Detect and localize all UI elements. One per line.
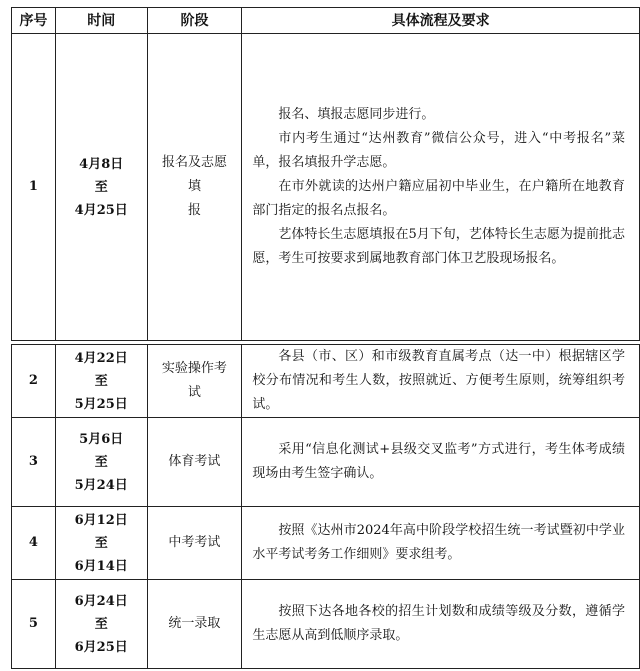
row-time xyxy=(55,418,147,507)
time-to: 至 xyxy=(94,373,108,389)
header-phase: 阶段 xyxy=(147,8,242,34)
row-detail xyxy=(242,507,640,580)
detail-paragraph: 各县（市、区）和市级教育直属考点（达一中）根据辖区学校分布情况和考生人数，按照就近、方便考生原则，统筹组织考试。 xyxy=(252,349,625,412)
time-to: 至 xyxy=(94,454,108,470)
row-seq: 4 xyxy=(12,507,56,580)
row-phase xyxy=(147,580,242,669)
row-time xyxy=(55,34,147,341)
time-end: 6月14日 xyxy=(74,558,128,574)
table-row xyxy=(12,418,640,507)
row-seq: 1 xyxy=(12,34,56,341)
time-to: 至 xyxy=(94,179,108,195)
row-detail xyxy=(242,34,640,341)
header-seq: 序号 xyxy=(12,8,56,34)
row-phase xyxy=(147,345,242,418)
table-header-row xyxy=(12,8,640,34)
row-time xyxy=(55,345,147,418)
time-end: 5月25日 xyxy=(74,396,128,412)
phase-line-1: 实验操作考试 xyxy=(161,361,227,400)
time-start: 6月12日 xyxy=(74,512,128,528)
table-row xyxy=(12,34,640,341)
header-time: 时间 xyxy=(55,8,147,34)
header-detail: 具体流程及要求 xyxy=(242,8,640,34)
row-phase xyxy=(147,418,242,507)
detail-paragraph: 市内考生通过“达州教育”微信公众号，进入“中考报名”菜单，报名填报升学志愿。 xyxy=(252,131,625,170)
row-detail xyxy=(242,345,640,418)
time-end: 4月25日 xyxy=(74,202,128,218)
time-start: 6月24日 xyxy=(74,593,128,609)
detail-paragraph: 报名、填报志愿同步进行。 xyxy=(278,107,435,122)
time-start: 4月8日 xyxy=(79,156,124,172)
detail-paragraph: 按照《达州市2024年高中阶段学校招生统一考试暨初中学业水平考试考务工作细则》要求组考。 xyxy=(252,523,625,562)
time-end: 6月25日 xyxy=(74,639,128,655)
detail-paragraph: 艺体特长生志愿填报在5月下旬，艺体特长生志愿为提前批志愿，考生可按要求到属地教育部门体卫艺股现场报名。 xyxy=(252,227,625,266)
row-seq: 3 xyxy=(12,418,56,507)
time-end: 5月24日 xyxy=(74,477,128,493)
row-seq: 5 xyxy=(12,580,56,669)
time-start: 5月6日 xyxy=(79,431,124,447)
time-to: 至 xyxy=(94,535,108,551)
phase-line-2: 报 xyxy=(187,203,201,218)
phase-line-1: 报名及志愿填 xyxy=(161,155,227,194)
table-row xyxy=(12,580,640,669)
row-seq: 2 xyxy=(12,345,56,418)
schedule-table-part-1 xyxy=(11,7,640,341)
row-detail xyxy=(242,418,640,507)
row-time xyxy=(55,507,147,580)
detail-paragraph: 采用“信息化测试+县级交叉监考”方式进行，考生体考成绩现场由考生签字确认。 xyxy=(252,442,625,481)
time-start: 4月22日 xyxy=(74,350,128,366)
detail-paragraph: 按照下达各地各校的招生计划数和成绩等级及分数，遵循学生志愿从高到低顺序录取。 xyxy=(252,604,625,643)
detail-paragraph: 在市外就读的达州户籍应届初中毕业生，在户籍所在地教育部门指定的报名点报名。 xyxy=(252,179,625,218)
row-time xyxy=(55,580,147,669)
row-phase xyxy=(147,507,242,580)
phase-line-1: 中考考试 xyxy=(168,535,221,550)
schedule-table-part-2 xyxy=(11,344,640,669)
table-row xyxy=(12,345,640,418)
row-detail xyxy=(242,580,640,669)
phase-line-1: 体育考试 xyxy=(168,454,221,469)
phase-line-1: 统一录取 xyxy=(168,616,221,631)
row-phase xyxy=(147,34,242,341)
table-row xyxy=(12,507,640,580)
time-to: 至 xyxy=(94,616,108,632)
